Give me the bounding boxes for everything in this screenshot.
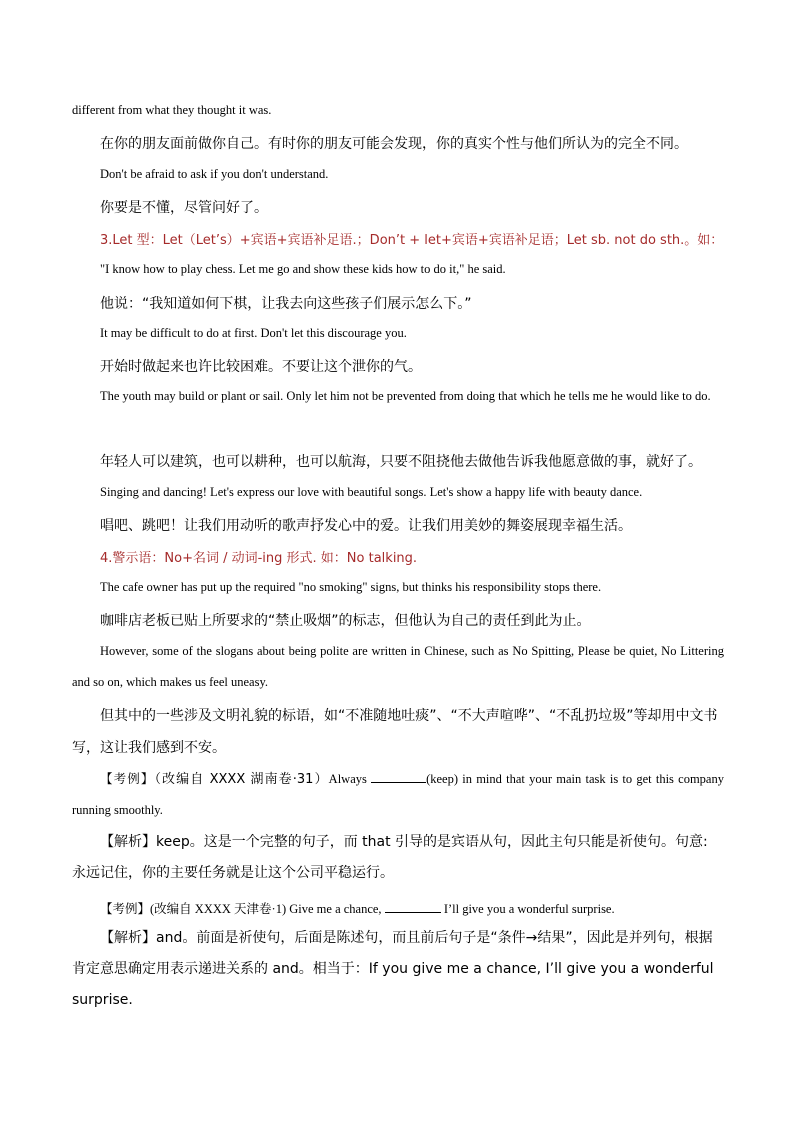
text-paragraph: However, some of the slogans about being polite are written in Chinese, such as No Spitting, Please be quiet, No Littering and so on, which makes us feel uneasy.: [72, 644, 724, 689]
text-line: 年轻人可以建筑，也可以耕种，也可以航海，只要不阻挠他去做他告诉我他愿意做的事，就好了。: [100, 454, 702, 470]
answer-blank: [385, 900, 441, 913]
example-tag: 【考例】: [100, 771, 155, 786]
example-tag: 【考例】: [100, 901, 151, 916]
analysis-1: 【解析】keep。这是一个完整的句子，而 that 引导的是宾语从句，因此主句只能是祈使句。句意: 永远记住，你的主要任务就是让这个公司平稳运行。: [72, 834, 708, 881]
analysis-tag: 【解析】: [100, 930, 156, 946]
text-line: It may be difficult to do at first. Don't let this discourage you.: [100, 326, 407, 340]
text-line: 开始时做起来也许比较困难。不要让这个泄你的气。: [100, 359, 422, 375]
text-line: 他说：“我知道如何下棋，让我去向这些孩子们展示怎么下。”: [100, 296, 472, 312]
text-line: Singing and dancing! Let's express our love with beautiful songs. Let's show a happy life with beauty dance.: [100, 485, 643, 499]
text-line: 咖啡店老板已贴上所要求的“禁止吸烟”的标志，但他认为自己的责任到此为止。: [100, 613, 591, 629]
text-line: The cafe owner has put up the required "no smoking" signs, but thinks his responsibility stops there.: [100, 580, 602, 594]
section-heading-let: 3.Let 型：Let（Let’s）+宾语+宾语补足语.；Don’t + let+宾语+宾语补足语；Let sb. not do sth.。如：: [100, 233, 724, 248]
example-source: (改编自 XXXX 天津卷·1): [150, 902, 287, 916]
text-line: different from what they thought it was.: [72, 103, 272, 117]
analysis-tag: 【解析】: [100, 834, 156, 850]
text-paragraph: The youth may build or plant or sail. Only let him not be prevented from doing that which he tells me he would like to do.: [100, 389, 711, 403]
text-line: Don't be afraid to ask if you don't understand.: [100, 167, 329, 181]
answer-blank: [371, 770, 426, 783]
exam-example-1: 【考例】（改编自 XXXX 湖南卷·31）Always (keep) in mind that your main task is to get this company running smoothly.: [72, 771, 724, 817]
example-source: （改编自 XXXX 湖南卷·31）: [154, 772, 329, 787]
text-line: "I know how to play chess. Let me go and show these kids how to do it," he said.: [100, 262, 506, 276]
text-line: 唱吧、跳吧！让我们用动听的歌声抒发心中的爱。让我们用美妙的舞姿展现幸福生活。: [100, 518, 632, 534]
analysis-2: 【解析】and。前面是祈使句，后面是陈述句，而且前后句子是“条件→结果”，因此是并列句，根据肯定意思确定用表示递进关系的 and。相当于：If you give me a chance, I’ll give you a wonderful surprise.: [72, 930, 714, 1008]
section-heading-warning: 4.警示语：No+名词 / 动词-ing 形式. 如：No talking.: [100, 551, 418, 566]
text-line: 你要是不懂，尽管问好了。: [100, 200, 268, 216]
text-paragraph: 但其中的一些涉及文明礼貌的标语，如“不准随地吐痰”、“不大声喧哗”、“不乱扔垃圾”等却用中文书写，这让我们感到不安。: [72, 708, 718, 756]
exam-example-2: 【考例】(改编自 XXXX 天津卷·1) Give me a chance, I’ll give you a wonderful surprise.: [100, 901, 615, 916]
text-line: 在你的朋友面前做你自己。有时你的朋友可能会发现，你的真实个性与他们所认为的完全不同。: [100, 136, 688, 152]
